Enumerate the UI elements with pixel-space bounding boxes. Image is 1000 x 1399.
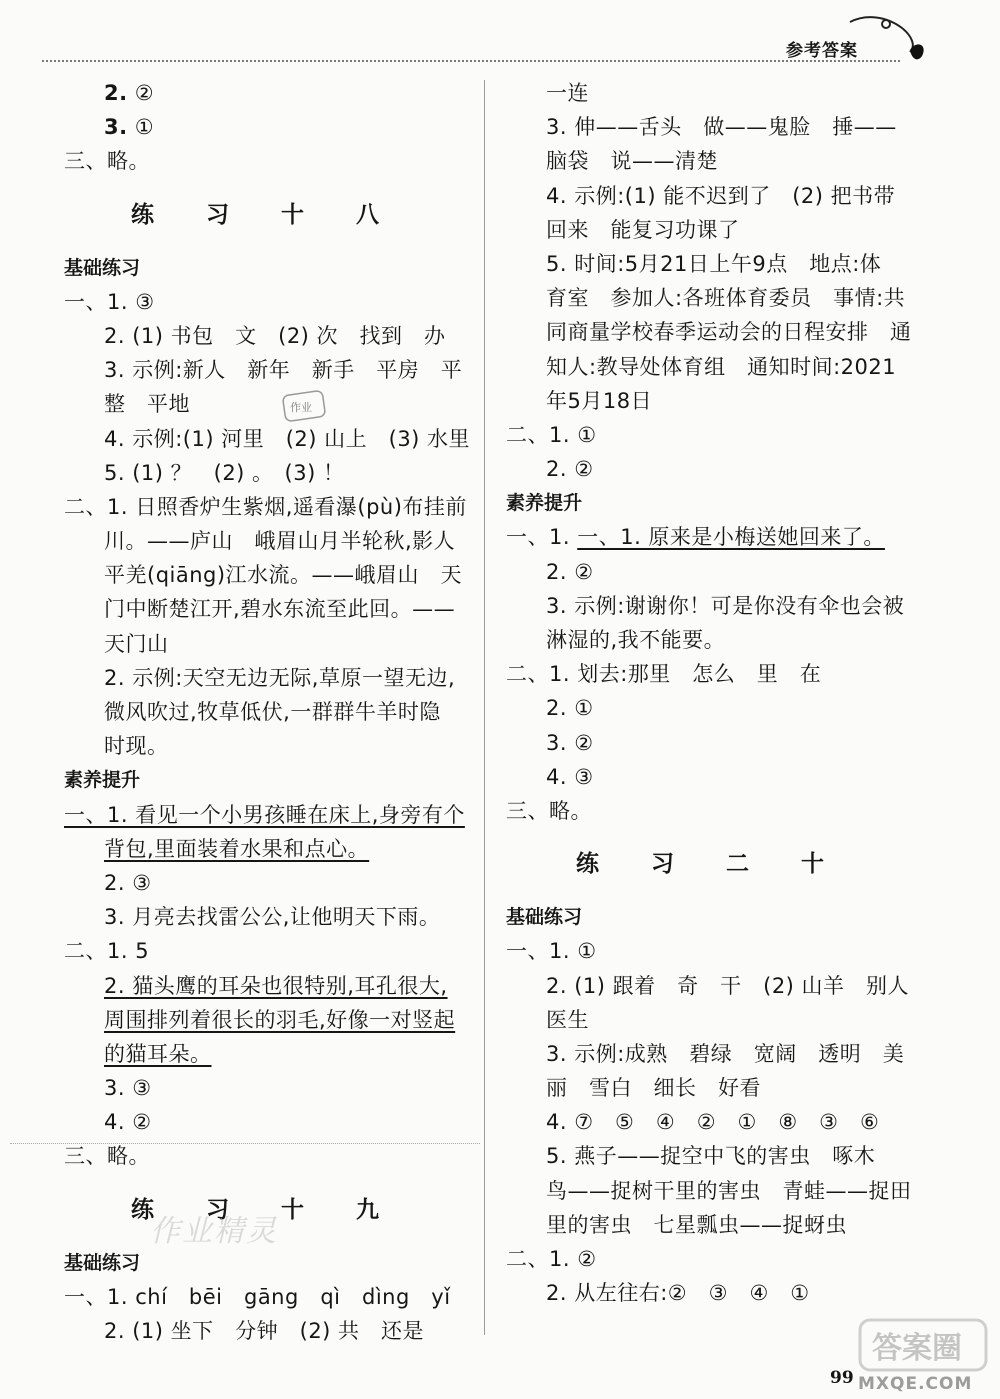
answer-line: 2. 猫头鹰的耳朵也很特别,耳孔很大,: [104, 973, 448, 998]
answer-line: 年5月18日: [546, 388, 653, 413]
answer-line: 5. (1) ？ (2) 。 (3) ！: [104, 460, 345, 485]
answer-line: 2. ②: [104, 81, 155, 105]
answer-line: 川。——庐山 峨眉山月半轮秋,影人: [104, 529, 456, 554]
answer-line: 一、1. ①: [506, 939, 597, 964]
answer-line: 背包,里面装着水果和点心。: [104, 836, 370, 861]
answer-line: 5. 时间:5月21日上午9点 地点:体: [546, 251, 882, 276]
answer-line: 3. 示例:谢谢你！可是你没有伞也会被: [546, 593, 905, 618]
answer-line: 3. 示例:新人 新年 新手 平房 平: [104, 358, 463, 383]
subheading: 基础练习: [64, 1251, 141, 1274]
answer-line: 微风吹过,牧草低伏,一群群牛羊时隐: [104, 700, 441, 724]
answer-line: 3. 月亮去找雷公公,让他明天下雨。: [104, 905, 441, 930]
answer-line: 天门山: [104, 631, 169, 656]
answer-line: 平羌(qiāng)江水流。——峨眉山 天: [104, 563, 463, 588]
answer-line: 一连: [546, 81, 589, 105]
answer-line: 二、1. ②: [506, 1247, 597, 1271]
answer-line: 同商量学校春季运动会的日程安排 通: [546, 320, 912, 345]
section-title-18: 练 习 十 八: [130, 201, 402, 228]
answer-line: 2. (1) 书包 文 (2) 次 找到 办: [104, 323, 446, 348]
answer-line: 二、1. 日照香炉生紫烟,遥看瀑(pù)布挂前: [64, 494, 467, 519]
answer-line: 医生: [546, 1007, 589, 1032]
answer-line: 一、1. 看见一个小男孩睡在床上,身旁有个: [64, 802, 465, 827]
subheading: 基础练习: [506, 906, 583, 929]
answer-line: 丽 雪白 细长 好看: [546, 1076, 761, 1101]
svg-text:作业: 作业: [290, 401, 312, 414]
answer-line: 二、1. 划去:那里 怎么 里 在: [506, 662, 822, 687]
answer-line: 4. 示例:(1) 河里 (2) 山上 (3) 水里: [104, 426, 471, 451]
answer-line: 4. 示例:(1) 能不迟到了 (2) 把书带: [546, 183, 896, 208]
answer-line: 三、略。: [506, 798, 592, 823]
stamp-mark: [282, 389, 332, 423]
answer-line: 三、略。: [64, 1144, 150, 1169]
answer-line: 一、1. chí bēi gāng qì dìng yǐ: [64, 1284, 451, 1309]
answer-line: 4. ②: [104, 1110, 152, 1135]
section-title-19: 练 习 十 九: [130, 1196, 402, 1223]
answer-line: 育室 参加人:各班体育委员 事情:共: [546, 286, 906, 311]
answer-line: 2. ①: [546, 696, 594, 721]
answer-line: 时现。: [104, 734, 169, 759]
answer-line: 鸟——捉树干里的害虫 青蛙——捉田: [546, 1178, 912, 1203]
column-divider: [484, 80, 485, 1335]
page-number: 99: [830, 1368, 854, 1388]
answer-line: 一、1. ③: [64, 289, 155, 314]
svg-text:答案圈: 答案圈: [872, 1331, 962, 1366]
subheading: 素养提升: [64, 769, 141, 792]
answer-line: 3. ②: [546, 730, 594, 755]
answer-line: 知人:教导处体育组 通知时间:2021: [546, 354, 897, 379]
answer-line: 2. 示例:天空无边无际,草原一望无边,: [104, 665, 456, 690]
answer-line: 3. ①: [104, 115, 155, 140]
answer-line: 三、略。: [64, 149, 150, 174]
answer-line: 2. ②: [546, 457, 594, 482]
answer-line: 2. ③: [104, 870, 152, 895]
header-swirl-ornament: [846, 10, 930, 64]
answer-line: 2. ②: [546, 559, 594, 584]
answer-line: 3. 示例:成熟 碧绿 宽阔 透明 美: [546, 1041, 905, 1066]
answer-line: 5. 燕子——捉空中飞的害虫 啄木: [546, 1144, 876, 1169]
answer-line: 一、1. 一、1. 原来是小梅送她回来了。: [506, 525, 885, 550]
answer-line: 2. (1) 跟着 奇 干 (2) 山羊 别人: [546, 973, 910, 998]
answer-line: 周围排列着很长的羽毛,好像一对竖起: [104, 1007, 456, 1032]
answer-line: 3. 伸——舌头 做——鬼脸 捶——: [546, 115, 897, 140]
watermark-site: MXQE.COM: [858, 1374, 973, 1394]
answer-line: 淋湿的,我不能要。: [546, 628, 726, 652]
answer-line: 的猫耳朵。: [104, 1041, 212, 1066]
watermark-text: 作业精灵: [150, 1214, 278, 1249]
header-title: 参考答案: [786, 41, 858, 61]
answer-line: 4. ⑦ ⑤ ④ ② ① ⑧ ③ ⑥: [546, 1110, 880, 1135]
section-title-20: 练 习 二 十: [575, 851, 847, 878]
answer-line: 3. ③: [104, 1076, 152, 1101]
answer-line: 二、1. 5: [64, 939, 150, 964]
header-dotted-rule: [42, 60, 900, 62]
answer-line: 4. ③: [546, 764, 594, 789]
answer-line: 门中断楚江开,碧水东流至此回。——: [104, 597, 456, 622]
answer-line: 二、1. ①: [506, 422, 597, 447]
answer-line: 脑袋 说——清楚: [546, 149, 718, 174]
answer-line: 2. 从左往右:② ③ ④ ①: [546, 1281, 810, 1306]
left-column: [64, 76, 471, 1348]
answer-line: 2. (1) 坐下 分钟 (2) 共 还是: [104, 1319, 425, 1343]
answer-line: 里的害虫 七星瓢虫——捉蚜虫: [546, 1212, 847, 1237]
subheading: 基础练习: [64, 256, 141, 279]
right-column: [506, 76, 916, 1310]
answer-line: 整 平地: [104, 392, 190, 417]
page-header: [0, 0, 1000, 70]
answer-line: 回来 能复习功课了: [546, 217, 740, 242]
subheading: 素养提升: [506, 492, 583, 515]
